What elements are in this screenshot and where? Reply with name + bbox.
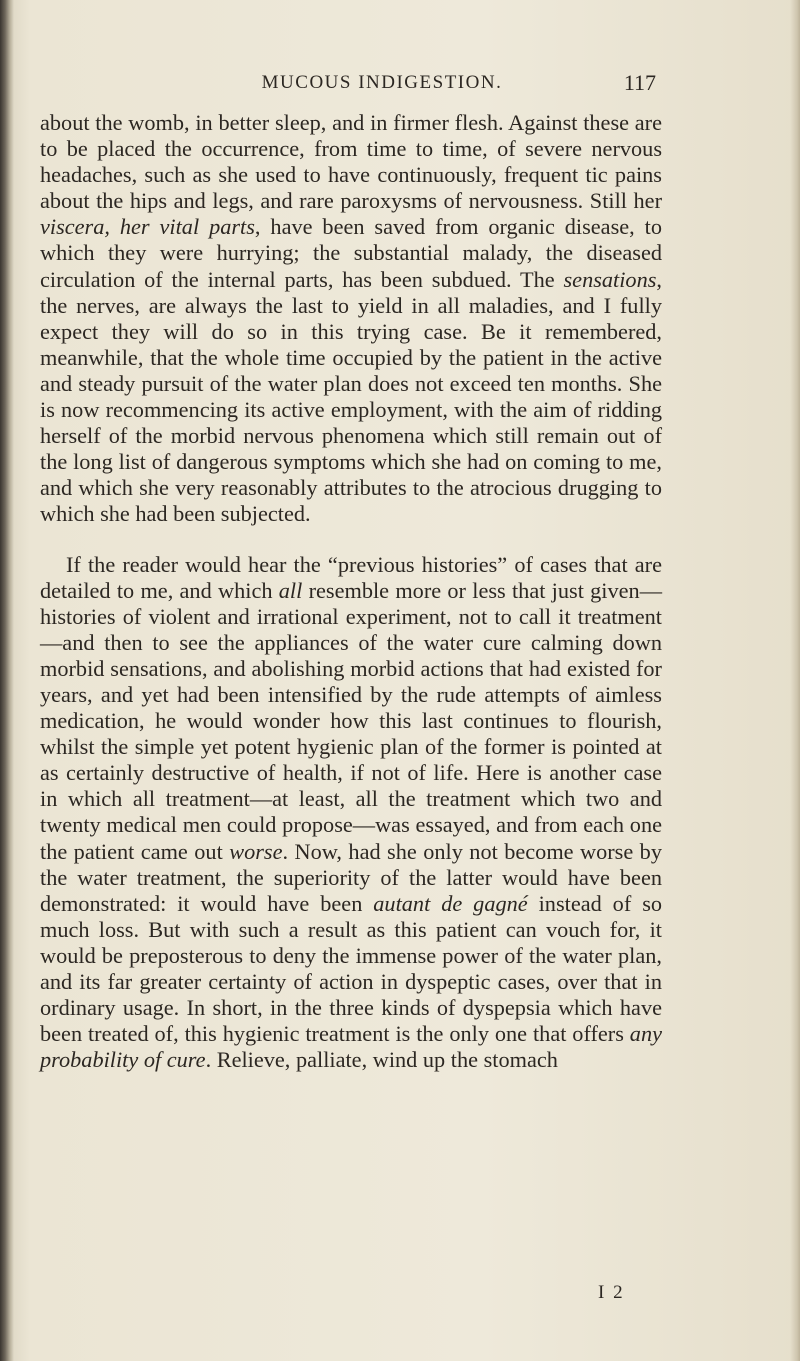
- running-head: MUCOUS INDIGESTION.: [261, 72, 503, 93]
- paragraph-2-text-4: instead of so much loss. But with such a result as this patient can vouch for, it would be preposterous to deny the immense power of the water plan, and its far greater certainty of action in dyspeptic cases, over that in ordinary usage. In short, in the three kinds of dyspepsia which have been treated of, this hygienic treatment is the only one that offers: [40, 890, 663, 1047]
- paragraph-2: [40, 552, 662, 1074]
- paragraph-1-emphasis-2: sensations: [563, 266, 657, 292]
- paragraph-1-emphasis-1: viscera, her vital parts: [40, 214, 255, 240]
- paragraph-2-text-2: resemble more or less that just given—histories of violent and irrational experiment, not to call it treatment—and then to see the appliances of the water cure calming down morbid sensations, and abolishing morbid actions that had existed for years, and yet had been intensified by the rude attempts of aimless medication, he would wonder how this last continues to flourish, whilst the simple yet potent hygienic plan of the former is pointed at as certainly destructive of health, if not of life. Here is another case in which all treatment—at least, all the treatment which two and twenty medical men could propose—was essayed, and from each one the patient came out: [40, 577, 662, 864]
- page-header: [62, 70, 662, 100]
- book-spine-shadow: [0, 0, 14, 1361]
- page-edge: [790, 0, 800, 1361]
- paragraph-1-text-1: about the womb, in better sleep, and in firmer flesh. Against these are to be placed the occurrence, from time to time, of severe nervous headaches, such as she used to have continuously, frequent tic pains about the hips and legs, and rare paroxysms of nervousness. Still her: [40, 110, 662, 214]
- body-text: [40, 110, 662, 1073]
- page-number: 117: [623, 70, 656, 95]
- signature-mark: I 2: [598, 1282, 625, 1303]
- paragraph-2-emphasis-4: any probability of cure: [40, 1021, 662, 1073]
- paragraph-2-emphasis-3: autant de gagné: [373, 890, 528, 916]
- paragraph-1-text-3: , the nerves, are always the last to yield in all maladies, and I fully expect they will do so in this trying case. Be it remembered, meanwhile, that the whole time occupied by the patient in the active and steady pursuit of the water plan does not exceed ten months. She is now recommencing its active employment, with the aim of ridding herself of the morbid nervous phenomena which still remain out of the long list of dangerous symptoms which she had on coming to me, and which she very reasonably attributes to the atrocious drugging to which she had been subjected.: [40, 266, 662, 527]
- paragraph-2-text-5: . Relieve, palliate, wind up the stomach: [205, 1047, 558, 1073]
- paragraph-1-text-2: , have been saved from organic disease, to which they were hurrying; the substantial malady, the diseased circulation of the internal parts, has been subdued. The: [40, 214, 662, 292]
- paragraph-2-text-3: . Now, had she only not become worse by the water treatment, the superiority of the latter would have been demonstrated: it would have been: [40, 838, 662, 916]
- paragraph-2-emphasis-1: all: [278, 577, 303, 603]
- paragraph-2-emphasis-2: worse: [229, 838, 283, 864]
- paragraph-2-text-1: If the reader would hear the “previous histories” of cases that are detailed to me, and which: [40, 551, 662, 603]
- paragraph-1: [40, 110, 662, 528]
